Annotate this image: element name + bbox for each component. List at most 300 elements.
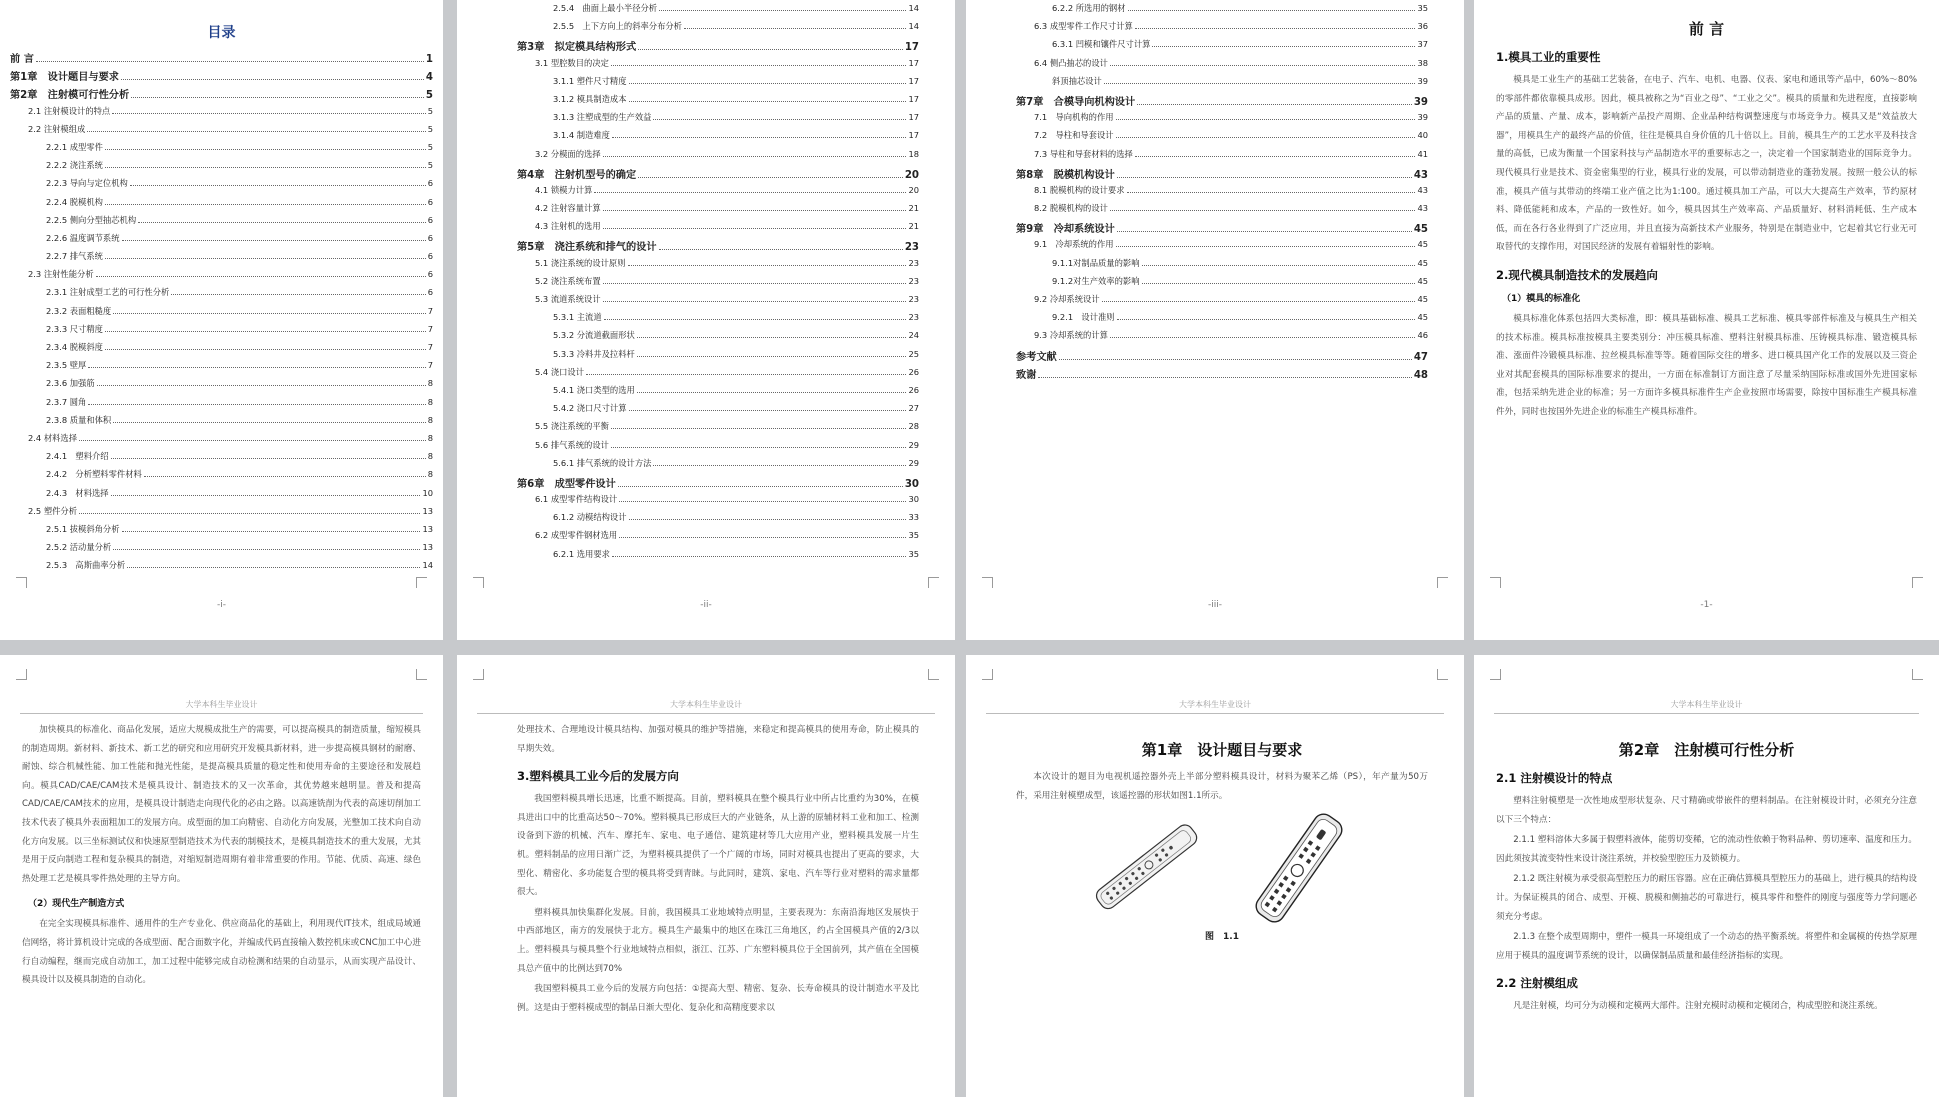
- toc-leader-dots: [612, 137, 907, 138]
- toc-entry[interactable]: [10, 214, 433, 232]
- toc-entry-page: 35: [908, 548, 919, 559]
- toc-entry-page: 23: [908, 312, 919, 323]
- toc-leader-dots: [603, 283, 907, 284]
- toc-entry[interactable]: [10, 305, 433, 323]
- toc-entry-label: 2.1 注射模设计的特点: [28, 105, 111, 116]
- toc-entry-page: 45: [1417, 257, 1428, 268]
- toc-entry-page: 45: [1417, 312, 1428, 323]
- toc-entry-page: 6: [427, 214, 433, 225]
- toc-entry[interactable]: [517, 129, 919, 147]
- table-of-contents: [1016, 2, 1428, 384]
- toc-entry[interactable]: [1016, 238, 1428, 256]
- toc-entry[interactable]: [1016, 111, 1428, 129]
- toc-leader-dots: [603, 228, 907, 229]
- toc-entry-label: 第4章 注射机型号的确定: [517, 169, 637, 181]
- toc-leader-dots: [653, 465, 906, 466]
- toc-list: [1016, 2, 1428, 384]
- toc-entry[interactable]: [517, 548, 919, 566]
- toc-entry-label: 2.4.2 分析塑料零件材料: [46, 469, 142, 480]
- toc-entry-label: 2.3.8 质量和体积: [46, 414, 112, 425]
- toc-entry-label: 2.4.3 材料选择: [46, 487, 109, 498]
- toc-entry-label: 2.2.7 排气系统: [46, 251, 103, 262]
- toc-list: [10, 50, 433, 577]
- remote-control-top-image: [1234, 813, 1364, 923]
- toc-entry-page: 45: [1417, 275, 1428, 286]
- paragraph: 塑料注射模塑是一次性地成型形状复杂、尺寸精确或带嵌件的塑料制品。在注射模设计时，必须充分注意以下三个特点：: [1496, 796, 1917, 825]
- toc-leader-dots: [121, 79, 424, 80]
- document-page-7: [966, 655, 1464, 1097]
- section-heading: 2.2 注射模组成: [1496, 976, 1578, 991]
- paragraph: 塑料模具加快集群化发展。目前，我国模具工业地域特点明显，主要表现为：东南沿海地区发展快于中西部地区，南方的发展快于北方。模具生产最集中的地区在珠江三角地区，约占全国模具产值的2/3以上。塑料模具与模具整个行业地域特点相似，浙江、江苏、广东塑料模具位于全国前列，其产值在全国模具总产值中的比例达到70%: [517, 907, 919, 974]
- toc-leader-dots: [138, 222, 426, 223]
- toc-entry[interactable]: [517, 257, 919, 275]
- toc-leader-dots: [629, 410, 907, 411]
- toc-entry-page: 8: [427, 469, 433, 480]
- toc-entry-page: 18: [908, 148, 919, 159]
- toc-leader-dots: [1059, 359, 1412, 360]
- toc-entry-label: 2.5.2 活动量分析: [46, 542, 112, 553]
- toc-entry[interactable]: [1016, 366, 1428, 384]
- toc-leader-dots: [1142, 283, 1416, 284]
- toc-entry-label: 第7章 合模导向机构设计: [1016, 96, 1136, 108]
- toc-entry[interactable]: [517, 311, 919, 329]
- subsection-heading: （2）现代生产制造方式: [28, 899, 125, 910]
- toc-entry-page: 21: [908, 203, 919, 214]
- paragraph: 凡是注射模，均可分为动模和定模两大部件。注射充模时动模和定模闭合，构成型腔和浇注系统。: [1513, 1001, 1883, 1012]
- toc-entry-page: 23: [908, 294, 919, 304]
- toc-entry-label: 第2章 注射模可行性分析: [10, 90, 130, 102]
- toc-leader-dots: [594, 192, 906, 193]
- toc-leader-dots: [105, 331, 426, 332]
- toc-entry-label: 2.4 材料选择: [28, 432, 78, 443]
- toc-entry[interactable]: [1016, 220, 1428, 238]
- toc-entry-label: 参考文献: [1016, 351, 1057, 363]
- toc-entry[interactable]: [517, 420, 919, 438]
- toc-entry[interactable]: [517, 293, 919, 311]
- toc-entry-label: 7.2 导柱和导套设计: [1034, 130, 1114, 141]
- toc-leader-dots: [171, 294, 425, 295]
- toc-entry[interactable]: [1016, 329, 1428, 347]
- toc-entry-label: 2.5 塑件分析: [28, 505, 78, 516]
- toc-leader-dots: [629, 519, 907, 520]
- toc-entry[interactable]: [517, 75, 919, 93]
- toc-entry-label: 4.3 注射机的选用: [535, 221, 601, 232]
- toc-entry-page: 35: [1417, 3, 1428, 13]
- toc-leader-dots: [1135, 28, 1416, 29]
- document-page-8: [1474, 655, 1939, 1097]
- toc-entry[interactable]: [517, 439, 919, 457]
- toc-entry[interactable]: [517, 184, 919, 202]
- crop-mark: [1490, 577, 1501, 588]
- toc-entry-page: 38: [1417, 57, 1428, 68]
- toc-entry-page: 6: [427, 251, 433, 262]
- toc-entry-page: 17: [908, 57, 919, 68]
- toc-entry[interactable]: [517, 493, 919, 511]
- paragraph: 处理技术、合理地设计模具结构、加强对模具的维护等措施，来稳定和提高模具的使用寿命，防止模具的早期失效。: [517, 725, 919, 754]
- toc-entry[interactable]: [10, 505, 433, 523]
- toc-entry[interactable]: [1016, 93, 1428, 111]
- toc-entry[interactable]: [10, 86, 433, 104]
- section-heading: 1.模具工业的重要性: [1496, 50, 1601, 64]
- toc-entry-page: 40: [1417, 130, 1428, 141]
- crop-mark: [982, 669, 993, 680]
- toc-entry-label: 2.2.3 导向与定位机构: [46, 178, 128, 189]
- toc-entry-page: 8: [427, 414, 433, 425]
- toc-entry[interactable]: [517, 20, 919, 38]
- toc-entry[interactable]: [517, 366, 919, 384]
- toc-entry-page: 6: [427, 178, 433, 189]
- toc-entry[interactable]: [10, 159, 433, 177]
- toc-entry[interactable]: [1016, 311, 1428, 329]
- toc-entry-page: 14: [908, 21, 919, 32]
- chapter-title: 第2章 注射模可行性分析: [1618, 741, 1795, 759]
- page-body: [1496, 739, 1917, 1018]
- toc-leader-dots: [1110, 210, 1416, 211]
- crop-mark: [928, 577, 939, 588]
- toc-entry-label: 7.1 导向机构的作用: [1034, 112, 1114, 123]
- toc-entry[interactable]: [10, 323, 433, 341]
- document-page-5: [0, 655, 443, 1097]
- toc-leader-dots: [97, 385, 426, 386]
- toc-entry[interactable]: [1016, 20, 1428, 38]
- paragraph: 本次设计的题目为电视机遥控器外壳上半部分塑料模具设计，材料为聚苯乙烯（PS），年产量为50万件，采用注射模塑成型，该遥控器的形状如图1.1所示。: [1016, 772, 1428, 801]
- toc-leader-dots: [638, 177, 903, 178]
- toc-entry-label: 2.3.2 表面粗糙度: [46, 305, 112, 316]
- toc-entry-label: 第5章 浇注系统和排气的设计: [517, 242, 657, 254]
- toc-entry-page: 20: [908, 184, 919, 195]
- toc-entry-label: 6.2.1 选用要求: [553, 548, 610, 559]
- crop-mark: [473, 577, 484, 588]
- paragraph: 2.1.2 既注射模为承受很高型腔压力的耐压容器。应在正确估算模具型腔压力的基础上，进行模具的结构设计。为保证模具的闭合、成型、开模、脱模和侧抽芯的可靠进行，模具零件和整件的刚度与强度等力学问题必须充分考虑。: [1496, 874, 1917, 922]
- toc-entry-page: 28: [908, 421, 919, 432]
- toc-entry-label: 3.1 型腔数目的决定: [535, 57, 609, 68]
- toc-entry[interactable]: [517, 2, 919, 20]
- toc-entry-page: 17: [908, 130, 919, 141]
- toc-leader-dots: [586, 374, 906, 375]
- toc-entry[interactable]: [517, 511, 919, 529]
- toc-leader-dots: [619, 501, 906, 502]
- toc-leader-dots: [612, 556, 907, 557]
- toc-entry-page: 17: [908, 112, 919, 123]
- chapter-title: 第1章 设计题目与要求: [1141, 741, 1303, 759]
- crop-mark: [416, 669, 427, 680]
- toc-entry-page: 43: [1413, 169, 1428, 181]
- paragraph: 我国塑料模具增长迅速，比重不断提高。目前，塑料模具在整个模具行业中所占比重约为30%，在模具进出口中的比重高达50～70%。塑料模具已形成巨大的产业链条，从上游的原辅材料工业和加工、检测设备到下游的机械、汽车、摩托车、家电、电子通信、建筑建材等几大应用产业，塑料模具发展一片生机。塑料制品的应用日渐广泛，为塑料模具提供了一个广阔的市场，同时对模具也提出了更高的要求，大型化、精密化、多功能复合型的模具将受到青睐。与此同时，建筑、家电、汽车等行业对塑料的需求量都很大。: [517, 794, 919, 898]
- toc-entry-label: 第1章 设计题目与要求: [10, 72, 119, 84]
- crop-mark: [1912, 669, 1923, 680]
- toc-leader-dots: [144, 476, 426, 477]
- toc-entry[interactable]: [10, 232, 433, 250]
- toc-entry-label: 2.5.1 拔模斜角分析: [46, 523, 120, 534]
- toc-leader-dots: [122, 240, 426, 241]
- toc-entry[interactable]: [10, 541, 433, 559]
- document-page-2: [457, 0, 955, 640]
- toc-entry[interactable]: [517, 457, 919, 475]
- toc-leader-dots: [130, 185, 426, 186]
- toc-entry-label: 8.1 脱模机构的设计要求: [1034, 184, 1125, 195]
- toc-leader-dots: [1116, 119, 1416, 120]
- toc-entry[interactable]: [10, 50, 433, 68]
- toc-entry[interactable]: [10, 141, 433, 159]
- toc-entry[interactable]: [10, 414, 433, 432]
- page-body: [1016, 739, 1428, 942]
- toc-entry[interactable]: [517, 275, 919, 293]
- toc-entry-page: 8: [427, 451, 433, 462]
- toc-entry[interactable]: [517, 348, 919, 366]
- toc-entry-page: 25: [908, 348, 919, 359]
- toc-entry-label: 5.4.2 浇口尺寸计算: [553, 403, 627, 414]
- toc-entry-page: 21: [908, 221, 919, 232]
- toc-entry-label: 5.6 排气系统的设计: [535, 439, 609, 450]
- toc-entry-label: 2.2.1 成型零件: [46, 141, 103, 152]
- toc-leader-dots: [1135, 156, 1416, 157]
- toc-entry[interactable]: [517, 202, 919, 220]
- subsection-heading: （1）模具的标准化: [1502, 293, 1581, 304]
- toc-entry-label: 2.3 注射性能分析: [28, 269, 94, 280]
- toc-entry-page: 8: [427, 378, 433, 389]
- toc-entry-page: 43: [1417, 203, 1428, 214]
- toc-entry-label: 5.1 浇注系统的设计原则: [535, 257, 626, 268]
- toc-entry-label: 2.3.7 圆角: [46, 396, 87, 407]
- toc-leader-dots: [36, 61, 424, 62]
- toc-entry-page: 6: [427, 232, 433, 243]
- page-body: [517, 721, 919, 1019]
- toc-entry-page: 45: [1417, 239, 1428, 250]
- toc-entry[interactable]: [517, 329, 919, 347]
- toc-entry-label: 2.2.6 温度调节系统: [46, 232, 120, 243]
- toc-entry-page: 47: [1413, 351, 1428, 363]
- paragraph: 加快模具的标准化、商品化发展，适应大规模成批生产的需要，可以提高模具的制造质量，缩短模具的制造周期。新材料、新技术、新工艺的研究和应用研究开发模具新材料，进一步提高模具钢材的耐磨、耐蚀、综合机械性能、加工性能和抛光性能，是提高模具质量的稳定性和使用寿命的主要途径和发展趋向。模具CAD/CAE/CAM技术是模具设计、制造技术的又一次革命，其优势越来越明显。普及和提高CAD/CAE/CAM技术的应用，是模具设计制造走向现代化的必由之路。以高速铣削为代表的高速切削加工技术代表了模具外表面粗加工的发展方向。成型面的加工向精密、自动化方向发展，光整加工技术向自动化方向发展。以三坐标测试仪和快速原型制造技术为代表的制模技术，是模具制造技术的重大发展，尤其是用于反向制造工程和复杂模具的制造，对缩短制造周期有着非常重要的作用。节能、优质、高速、绿色热处理工艺是模具零件热处理的主导方向。: [22, 725, 421, 884]
- crop-mark: [928, 669, 939, 680]
- toc-entry-label: 3.1.4 制造难度: [553, 130, 610, 141]
- toc-entry-page: 7: [427, 305, 433, 316]
- toc-entry[interactable]: [10, 487, 433, 505]
- toc-entry[interactable]: [10, 450, 433, 468]
- toc-entry[interactable]: [517, 220, 919, 238]
- table-of-contents: [10, 0, 433, 577]
- toc-entry-label: 9.1.1对制品质量的影响: [1052, 257, 1140, 268]
- toc-entry-page: 36: [1417, 21, 1428, 32]
- toc-leader-dots: [629, 83, 907, 84]
- toc-entry-label: 前 言: [10, 54, 34, 65]
- toc-leader-dots: [1137, 104, 1412, 105]
- toc-title: 目录: [207, 25, 236, 41]
- toc-entry[interactable]: [517, 238, 919, 256]
- toc-entry-page: 20: [904, 169, 919, 181]
- toc-entry[interactable]: [1016, 184, 1428, 202]
- document-page-6: [457, 655, 955, 1097]
- toc-entry[interactable]: [1016, 2, 1428, 20]
- toc-leader-dots: [603, 301, 907, 302]
- toc-leader-dots: [611, 428, 907, 429]
- toc-entry[interactable]: [517, 402, 919, 420]
- toc-entry[interactable]: [517, 166, 919, 184]
- toc-entry-page: 30: [904, 478, 919, 490]
- toc-entry[interactable]: [10, 250, 433, 268]
- toc-entry-label: 6.3 成型零件工作尺寸计算: [1034, 21, 1133, 32]
- page-number: -i-: [217, 600, 226, 610]
- running-header: 大学本科生毕业设计: [20, 699, 423, 714]
- crop-mark: [473, 669, 484, 680]
- toc-entry-label: 2.2.5 侧向分型抽芯机构: [46, 214, 137, 225]
- toc-entry-label: 2.3.4 脱模斜度: [46, 342, 103, 352]
- toc-entry-label: 2.2.4 脱模机构: [46, 196, 103, 207]
- toc-leader-dots: [637, 337, 907, 338]
- section-heading: 2.现代模具制造技术的发展趋向: [1496, 267, 1658, 282]
- toc-leader-dots: [1038, 377, 1411, 378]
- toc-entry[interactable]: [1016, 129, 1428, 147]
- toc-entry[interactable]: [10, 377, 433, 395]
- toc-entry-label: 5.3 流道系统设计: [535, 294, 601, 304]
- toc-entry-page: 41: [1417, 148, 1428, 159]
- toc-entry-page: 46: [1417, 330, 1428, 341]
- toc-entry[interactable]: [10, 396, 433, 414]
- toc-entry[interactable]: [10, 268, 433, 286]
- toc-entry[interactable]: [1016, 275, 1428, 293]
- toc-entry[interactable]: [1016, 166, 1428, 184]
- toc-entry-label: 9.1 冷却系统的作用: [1034, 239, 1114, 250]
- toc-leader-dots: [653, 119, 906, 120]
- toc-leader-dots: [105, 204, 426, 205]
- paragraph: 模具标准化体系包括四大类标准，即：模具基础标准、模具工艺标准、模具零部件标准及与模具生产相关的技术标准。模具标准按模具主要类别分：冲压模具标准、塑料注射模具标准、压铸模具标准、锻造模具标准、涨面件冷锻模具标准、拉丝模具标准等等。随着国际交往的增多、进口模具国产化工作的发展以及三资企业对其配套模具的国际标准要求的提出，一方面在标准制订方面注意了尽量采纳国际标准或国外先进国家标准，包括采纳先进企业的标准；另一方面许多模具标准件生产企业按照市场需要，除按中国标准生产模具标准件外，同时也按国外先进企业的标准生产模具标准件。: [1496, 313, 1917, 417]
- toc-entry[interactable]: [10, 105, 433, 123]
- toc-entry-page: 26: [908, 384, 919, 395]
- toc-leader-dots: [1110, 65, 1416, 66]
- toc-entry-label: 6.2 成型零件钢材选用: [535, 530, 618, 541]
- paragraph: 在完全实现模具标准件、通用件的生产专业化、供应商品化的基础上，利用现代IT技术，组成局域通信网络，将计算机设计完成的各成型面、配合面数字化，并编成代码直接输入数控机床或CNC加工中心进行自动编程，继而完成自动加工，加工过程中能够完成自动检测和结果的自动显示，从而实现产品设计、模具设计以及模具制造的自动化。: [22, 919, 421, 986]
- toc-entry-label: 2.5.5 上下方向上的斜率分布分析: [553, 21, 682, 32]
- toc-leader-dots: [629, 101, 907, 102]
- toc-entry-label: 6.1.2 动模结构设计: [553, 512, 627, 523]
- toc-entry[interactable]: [10, 68, 433, 86]
- toc-entry[interactable]: [1016, 75, 1428, 93]
- page-number: -1-: [1700, 600, 1713, 610]
- toc-entry-label: 3.1.2 模具制造成本: [553, 93, 627, 104]
- toc-leader-dots: [611, 65, 907, 66]
- toc-entry-page: 13: [422, 523, 433, 534]
- toc-entry[interactable]: [517, 57, 919, 75]
- toc-entry[interactable]: [10, 341, 433, 359]
- toc-entry[interactable]: [1016, 293, 1428, 311]
- page-body: [1496, 18, 1917, 424]
- toc-entry-label: 第6章 成型零件设计: [517, 478, 616, 490]
- toc-entry[interactable]: [1016, 348, 1428, 366]
- toc-entry[interactable]: [517, 38, 919, 56]
- toc-entry-label: 5.2 浇注系统布置: [535, 275, 601, 286]
- toc-entry-page: 27: [908, 403, 919, 414]
- toc-entry-page: 7: [427, 323, 433, 334]
- toc-entry-label: 2.3.5 壁厚: [46, 360, 87, 371]
- toc-leader-dots: [659, 10, 906, 11]
- toc-entry-label: 2.2 注射模组成: [28, 123, 86, 134]
- crop-mark: [16, 577, 27, 588]
- toc-entry-label: 5.4 浇口设计: [535, 366, 585, 377]
- crop-mark: [1437, 669, 1448, 680]
- toc-entry-page: 5: [427, 141, 433, 152]
- section-heading: 2.1 注射模设计的特点: [1496, 771, 1613, 785]
- toc-leader-dots: [127, 567, 420, 568]
- toc-entry-page: 45: [1417, 294, 1428, 304]
- toc-entry[interactable]: [1016, 202, 1428, 220]
- toc-entry-page: 26: [908, 366, 919, 377]
- toc-leader-dots: [611, 447, 907, 448]
- toc-leader-dots: [113, 313, 425, 314]
- toc-entry-page: 14: [422, 560, 433, 571]
- toc-entry-label: 第9章 冷却系统设计: [1016, 224, 1115, 236]
- document-page-4: [1474, 0, 1939, 640]
- toc-entry[interactable]: [10, 177, 433, 195]
- toc-entry[interactable]: [517, 529, 919, 547]
- toc-leader-dots: [88, 367, 425, 368]
- toc-leader-dots: [637, 356, 907, 357]
- toc-entry[interactable]: [517, 475, 919, 493]
- toc-entry-label: 5.3.3 冷料井及拉料杆: [553, 348, 635, 359]
- toc-entry-page: 13: [422, 542, 433, 553]
- toc-entry[interactable]: [10, 559, 433, 577]
- toc-entry[interactable]: [1016, 38, 1428, 56]
- toc-leader-dots: [628, 265, 907, 266]
- toc-entry-page: 13: [422, 505, 433, 516]
- toc-entry[interactable]: [517, 384, 919, 402]
- toc-entry[interactable]: [10, 196, 433, 214]
- toc-entry[interactable]: [1016, 257, 1428, 275]
- toc-entry[interactable]: [10, 432, 433, 450]
- toc-entry[interactable]: [1016, 57, 1428, 75]
- toc-entry[interactable]: [10, 123, 433, 141]
- toc-entry[interactable]: [10, 468, 433, 486]
- running-header: 大学本科生毕业设计: [477, 699, 935, 714]
- toc-entry-page: 29: [908, 457, 919, 468]
- page-title: 前 言: [1688, 20, 1725, 38]
- section-heading: 3.塑料模具工业今后的发展方向: [517, 769, 679, 784]
- toc-leader-dots: [619, 537, 906, 538]
- toc-leader-dots: [105, 149, 426, 150]
- toc-entry[interactable]: [10, 286, 433, 304]
- toc-entry-page: 37: [1417, 39, 1428, 50]
- toc-entry-label: 8.2 脱模机构的设计: [1034, 203, 1108, 214]
- toc-entry-label: 3.1.3 注塑成型的生产效益: [553, 112, 652, 123]
- toc-entry-label: 2.5.3 高斯曲率分析: [46, 560, 126, 571]
- toc-entry[interactable]: [517, 93, 919, 111]
- toc-entry-page: 1: [425, 54, 433, 65]
- toc-leader-dots: [111, 458, 426, 459]
- toc-entry[interactable]: [517, 148, 919, 166]
- toc-leader-dots: [79, 513, 420, 514]
- toc-entry[interactable]: [10, 359, 433, 377]
- toc-entry[interactable]: [517, 111, 919, 129]
- toc-entry-label: 2.3.3 尺寸精度: [46, 323, 103, 334]
- paragraph: 我国塑料模具工业今后的发展方向包括：①提高大型、精密、复杂、长寿命模具的设计制造水平及比例。这是由于塑料模成型的制品日渐大型化、复杂化和高精度要求以: [517, 984, 919, 1013]
- toc-entry-label: 7.3 导柱和导套材料的选择: [1034, 148, 1133, 159]
- toc-entry-page: 6: [427, 287, 433, 298]
- toc-leader-dots: [1110, 337, 1416, 338]
- toc-entry[interactable]: [1016, 148, 1428, 166]
- toc-entry-label: 2.4.1 塑料介绍: [46, 451, 109, 462]
- toc-leader-dots: [88, 404, 425, 405]
- toc-leader-dots: [1152, 46, 1415, 47]
- toc-leader-dots: [1117, 231, 1412, 232]
- document-page-1: [0, 0, 443, 640]
- toc-entry-label: 2.3.6 加强筋: [46, 378, 95, 389]
- toc-leader-dots: [603, 210, 907, 211]
- toc-entry[interactable]: [10, 523, 433, 541]
- toc-leader-dots: [87, 131, 425, 132]
- toc-entry-page: 39: [1413, 96, 1428, 108]
- toc-entry-page: 6: [427, 196, 433, 207]
- toc-leader-dots: [1117, 177, 1412, 178]
- toc-entry-label: 5.3.2 分流道截面形状: [553, 330, 635, 341]
- remote-control-bottom-image: [1080, 813, 1210, 923]
